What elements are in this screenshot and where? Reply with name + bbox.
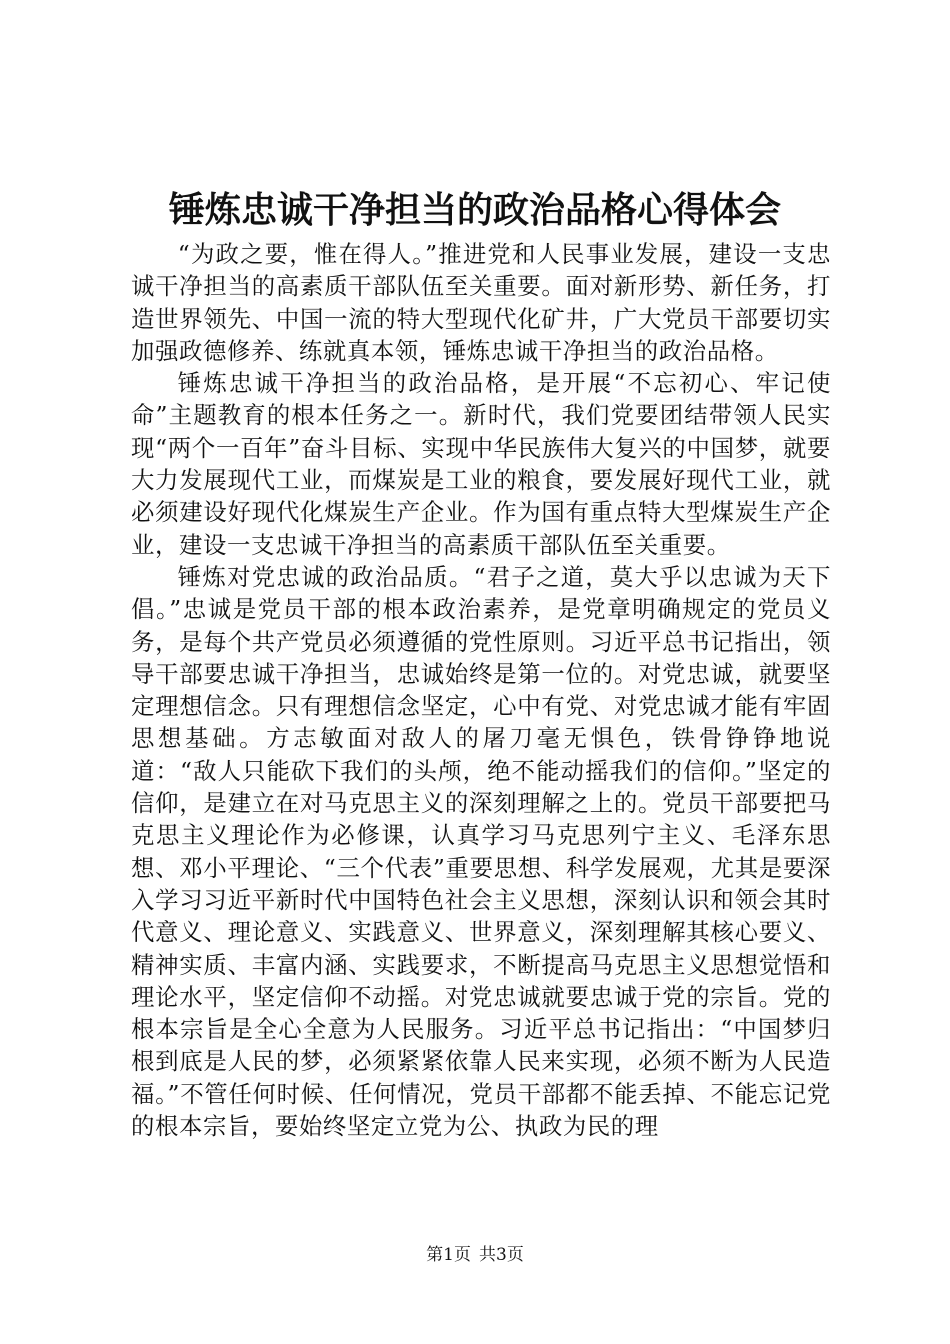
paragraph-3: 锤炼对党忠诚的政治品质。“君子之道，莫大乎以忠诚为天下倡。”忠诚是党员干部的根本政治素养，是党章明确规定的党员义务，是每个共产党员必须遵循的党性原则。习近平总书记指出，领导干部要忠诚干净担当，忠诚始终是第一位的。对党忠诚，就要坚定理想信念。只有理想信念坚定，心中有党、对党忠诚才能有牢固思想基础。方志敏面对敌人的屠刀毫无惧色，铁骨铮铮地说道：“敌人只能砍下我们的头颅，绝不能动摇我们的信仰。”坚定的信仰，是建立在对马克思主义的深刻理解之上的。党员干部要把马克思主义理论作为必修课，认真学习马克思列宁主义、毛泽东思想、邓小平理论、“三个代表”重要思想、科学发展观，尤其是要深入学习习近平新时代中国特色社会主义思想，深刻认识和领会其时代意义、理论意义、实践意义、世界意义，深刻理解其核心要义、精神实质、丰富内涵、实践要求，不断提高马克思主义思想觉悟和理论水平，坚定信仰不动摇。对党忠诚就要忠诚于党的宗旨。党的根本宗旨是全心全意为人民服务。习近平总书记指出：“中国梦归根到底是人民的梦，必须紧紧依靠人民来实现，必须不断为人民造福。”不管任何时候、任何情况，党员干部都不能丢掉、不能忘记党的根本宗旨，要始终坚定立党为公、执政为民的理 (131, 562, 831, 1141)
page-footer (0, 1244, 950, 1266)
document-title: 锤炼忠诚干净担当的政治品格心得体会 (168, 189, 781, 231)
paragraph-1: “为政之要，惟在得人。”推进党和人民事业发展，建设一支忠诚干净担当的高素质干部队伍至关重要。面对新形势、新任务，打造世界领先、中国一流的特大型现代化矿井，广大党员干部要切实加强政德修养、练就真本领，锤炼忠诚干净担当的政治品格。 (131, 240, 831, 365)
paragraph-2: 锤炼忠诚干净担当的政治品格，是开展“不忘初心、牢记使命”主题教育的根本任务之一。新时代，我们党要团结带领人民实现“两个一百年”奋斗目标、实现中华民族伟大复兴的中国梦，就要大力发展现代工业，而煤炭是工业的粮食，要发展好现代工业，就必须建设好现代化煤炭生产企业。作为国有重点特大型煤炭生产企业，建设一支忠诚干净担当的高素质干部队伍至关重要。 (131, 369, 831, 559)
document-body (131, 238, 831, 1142)
page-number-total: 共3页 (479, 1245, 524, 1265)
page-number-current: 第1页 (426, 1245, 471, 1265)
